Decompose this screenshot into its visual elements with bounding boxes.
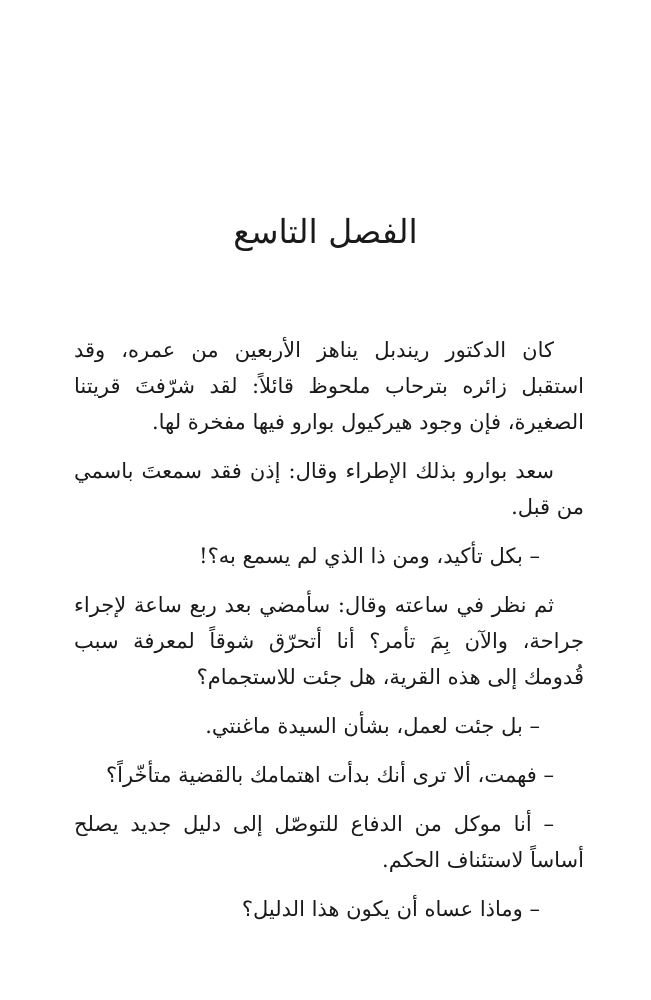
paragraph-dialog-4: – أنا موكل من الدفاع للتوصّل إلى دليل جديد يصلح أساساً لاستئناف الحكم. bbox=[74, 812, 584, 872]
paragraph-narration-1: كان الدكتور ريندبل يناهز الأربعين من عمره، وقد استقبل زائره بترحاب ملحوظ قائلاً: لقد شرّفتَ قريتنا الصغيرة، فإن وجود هيركيول بوارو فيها مفخرة لها. bbox=[74, 338, 584, 434]
paragraph-narration-3: ثم نظر في ساعته وقال: سأمضي بعد ربع ساعة لإجراء جراحة، والآن بِمَ تأمر؟ أنا أتحرّق شوقاً لمعرفة سبب قُدومك إلى هذه القرية، هل جئت للاستجمام؟ bbox=[74, 593, 584, 689]
paragraph-dialog-2: – بل جئت لعمل، بشأن السيدة ماغنتي. bbox=[205, 714, 540, 738]
chapter-title: الفصل التاسع bbox=[233, 212, 418, 251]
paragraph-dialog-3: – فهمت، ألا ترى أنك بدأت اهتمامك بالقضية متأخّراً؟ bbox=[105, 763, 554, 787]
paragraph-dialog-5: – وماذا عساه أن يكون هذا الدليل؟ bbox=[241, 897, 540, 921]
chapter-body bbox=[74, 332, 584, 940]
paragraph-dialog-1: – بكل تأكيد، ومن ذا الذي لم يسمع به؟! bbox=[199, 544, 540, 568]
paragraph-narration-2: سعد بوارو بذلك الإطراء وقال: إذن فقد سمعتَ باسمي من قبل. bbox=[74, 459, 584, 519]
